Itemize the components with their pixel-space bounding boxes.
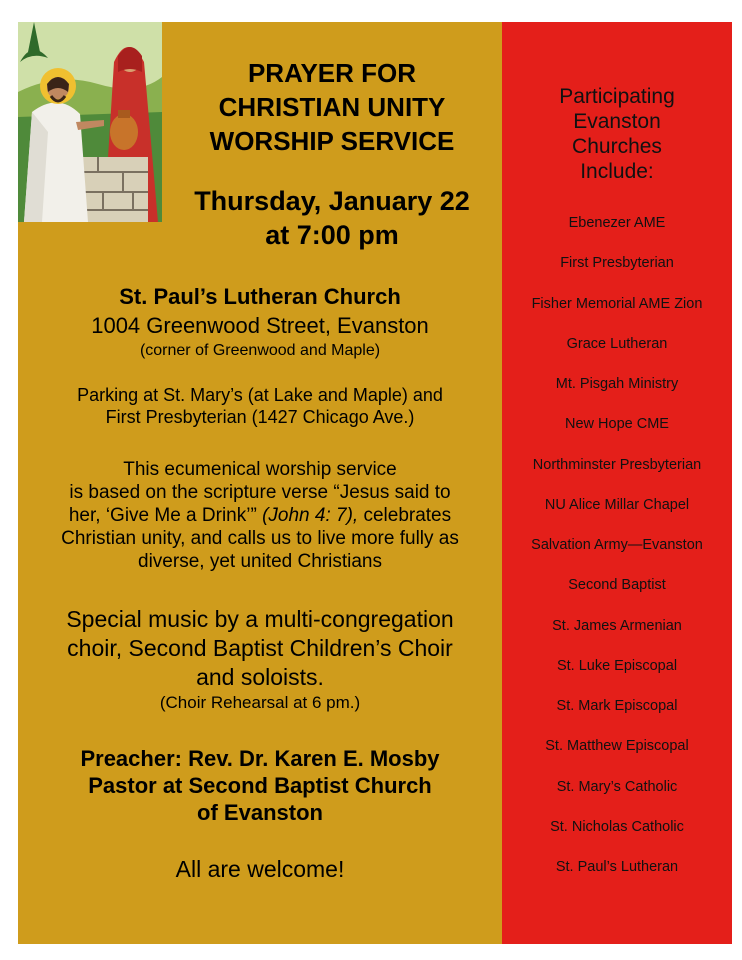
church-item: First Presbyterian [560,255,674,271]
service-description: This ecumenical worship service is based on the scripture verse “Jesus said to her, ‘Give Me a Drink’” (John 4: 7), celebrates Christian unity, and calls us to live more fully as diverse, yet united Christians [61,459,459,572]
preacher-info: Preacher: Rev. Dr. Karen E. Mosby Pastor at Second Baptist Church of Evanston [80,746,440,825]
church-item: St. Nicholas Catholic [550,819,684,835]
venue-name: St. Paul’s Lutheran Church [119,284,401,309]
parking-info: Parking at St. Mary’s (at Lake and Maple) and First Presbyterian (1427 Chicago Ave.) [77,385,443,427]
church-item: Salvation Army—Evanston [531,537,703,553]
church-item: NU Alice Millar Chapel [544,497,690,513]
church-item: Mt. Pisgah Ministry [555,376,679,392]
church-item: St. Paul’s Lutheran [555,859,679,875]
venue-corner: (corner of Greenwood and Maple) [139,342,381,359]
church-item: Northminster Presbyterian [532,457,702,473]
church-item: St. James Armenian [552,618,682,634]
churches-heading: Participating Evanston Churches Include: [559,85,675,183]
church-item: St. Matthew Episcopal [545,738,689,754]
church-item: St. Luke Episcopal [556,658,678,674]
welcome-text: All are welcome! [175,856,345,882]
church-item: New Hope CME [565,416,669,432]
well-painting-icon [18,22,162,222]
church-item: Second Baptist [568,577,666,593]
church-item: Fisher Memorial AME Zion [531,296,703,312]
church-item: Ebenezer AME [568,215,666,231]
event-date: Thursday, January 22 at 7:00 pm [194,186,470,250]
church-item: St. Mark Episcopal [556,698,678,714]
venue-address: 1004 Greenwood Street, Evanston [91,313,429,338]
church-item: St. Mary’s Catholic [556,779,678,795]
church-item: Grace Lutheran [566,336,668,352]
special-music: Special music by a multi-congregation choir, Second Baptist Children’s Choir and soloists. [66,606,454,690]
choir-rehearsal: (Choir Rehearsal at 6 pm.) [159,693,361,712]
event-title: PRAYER FOR CHRISTIAN UNITY WORSHIP SERVICE [209,58,455,156]
